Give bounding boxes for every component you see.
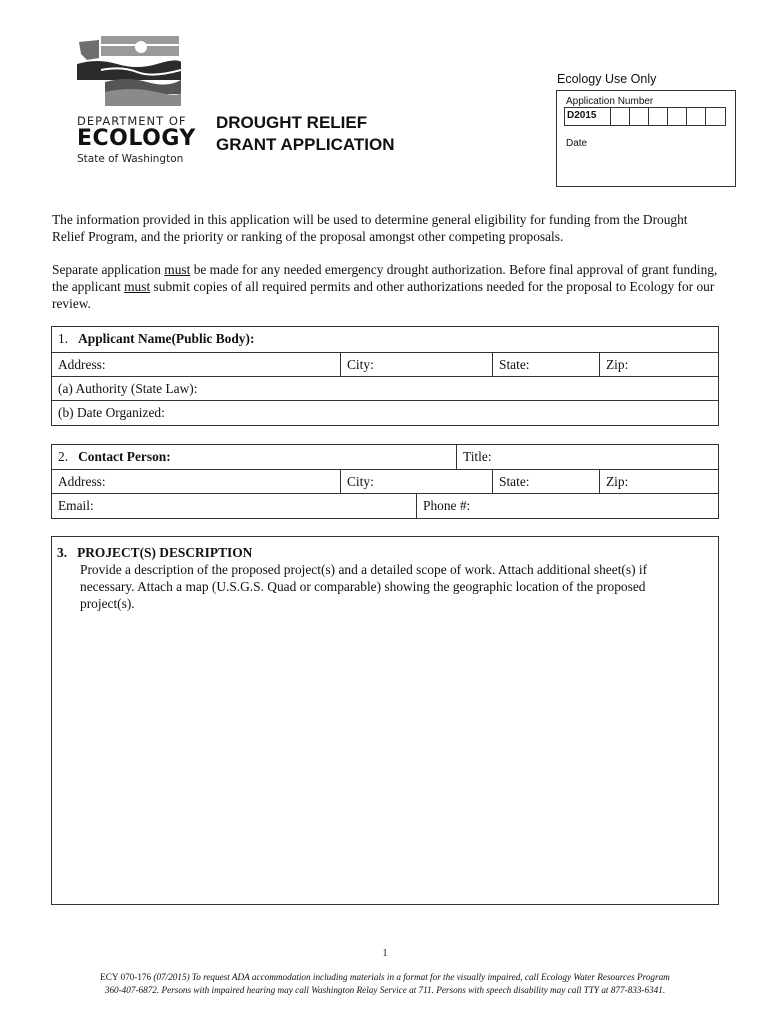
ecology-use-only-box — [556, 90, 736, 187]
contact-address-field[interactable]: Address: — [58, 474, 106, 489]
date-label: Date — [566, 138, 588, 149]
contact-title-field[interactable]: Title: — [456, 445, 720, 469]
application-number-field[interactable] — [564, 107, 726, 126]
contact-email-row — [52, 494, 718, 518]
applicant-name-label: Applicant Name(Public Body): — [78, 331, 255, 346]
contact-person-row — [52, 445, 718, 470]
intro-paragraph-2: Separate application must be made for any needed emergency drought authorization. Before final approval of grant funding, the applicant must submit copies of all required permits and other authorizations needed for the proposal to Ecology for our review. — [52, 262, 718, 311]
application-number-digit[interactable] — [649, 108, 668, 125]
applicant-address-field[interactable]: Address: — [58, 357, 106, 372]
authority-row[interactable] — [52, 377, 718, 401]
applicant-state-field[interactable]: State: — [492, 353, 599, 376]
title-line-1: DROUGHT RELIEF — [216, 113, 368, 132]
ecology-logo — [77, 36, 196, 165]
applicant-name-row[interactable]: 1. Applicant Name(Public Body): — [52, 327, 718, 353]
application-number-digit[interactable] — [687, 108, 706, 125]
contact-state-field[interactable]: State: — [492, 470, 599, 493]
authority-label: (a) Authority (State Law): — [58, 381, 198, 396]
intro-paragraph-1: The information provided in this application will be used to determine general eligibility for funding from the Drought Relief Program, and the priority or ranking of the proposal amongst other competing proposals. — [52, 212, 688, 244]
application-number-label: Application Number — [566, 96, 654, 107]
applicant-address-row — [52, 353, 718, 377]
project-description-instructions: Provide a description of the proposed project(s) and a detailed scope of work. Attach additional sheet(s) if necessary. Attach a map (U.S.G.S. Quad or comparable) showing the geographic location of the proposed project(s). — [80, 562, 648, 611]
ecology-logo-icon — [77, 36, 181, 108]
contact-address-row — [52, 470, 718, 494]
application-number-digit[interactable] — [706, 108, 725, 125]
contact-city-field[interactable]: City: — [340, 470, 492, 493]
application-number-prefix: D2015 — [565, 108, 611, 125]
logo-department-text: DEPARTMENT OF — [77, 114, 187, 128]
contact-phone-field[interactable]: Phone #: — [416, 494, 720, 518]
contact-zip-field[interactable]: Zip: — [599, 470, 720, 493]
footer-notice — [0, 971, 770, 997]
application-number-digit[interactable] — [611, 108, 630, 125]
contact-person-label: Contact Person: — [78, 449, 171, 464]
form-title — [216, 112, 395, 156]
contact-person-field[interactable]: 2. Contact Person: — [58, 449, 171, 464]
logo-ecology-text: ECOLOGY — [77, 126, 196, 151]
ecology-use-only-label: Ecology Use Only — [557, 72, 657, 86]
form-id: ECY 070-176 — [100, 972, 152, 982]
footer-line-1: ECY 070-176 (07/2015) To request ADA accommodation including materials in a format for the visually impaired, call Ecology Water Resources Program — [100, 972, 670, 982]
page-number: 1 — [382, 948, 388, 959]
applicant-zip-field[interactable]: Zip: — [599, 353, 720, 376]
project-description-heading: 3. PROJECT(S) DESCRIPTION — [57, 545, 253, 560]
application-number-digit[interactable] — [668, 108, 687, 125]
contact-section — [51, 444, 719, 519]
logo-state-text: State of Washington — [77, 153, 184, 165]
application-number-digit[interactable] — [630, 108, 649, 125]
title-line-2: GRANT APPLICATION — [216, 135, 395, 154]
contact-email-field[interactable]: Email: — [58, 498, 94, 513]
applicant-section — [51, 326, 719, 426]
applicant-city-field[interactable]: City: — [340, 353, 492, 376]
footer-line-2: 360-407-6872. Persons with impaired hearing may call Washington Relay Service at 711. Persons with speech disability may call TTY at 877-833-6341. — [104, 985, 666, 995]
date-organized-row[interactable] — [52, 401, 718, 425]
date-organized-label: (b) Date Organized: — [58, 405, 165, 420]
project-description-box[interactable] — [51, 536, 719, 905]
